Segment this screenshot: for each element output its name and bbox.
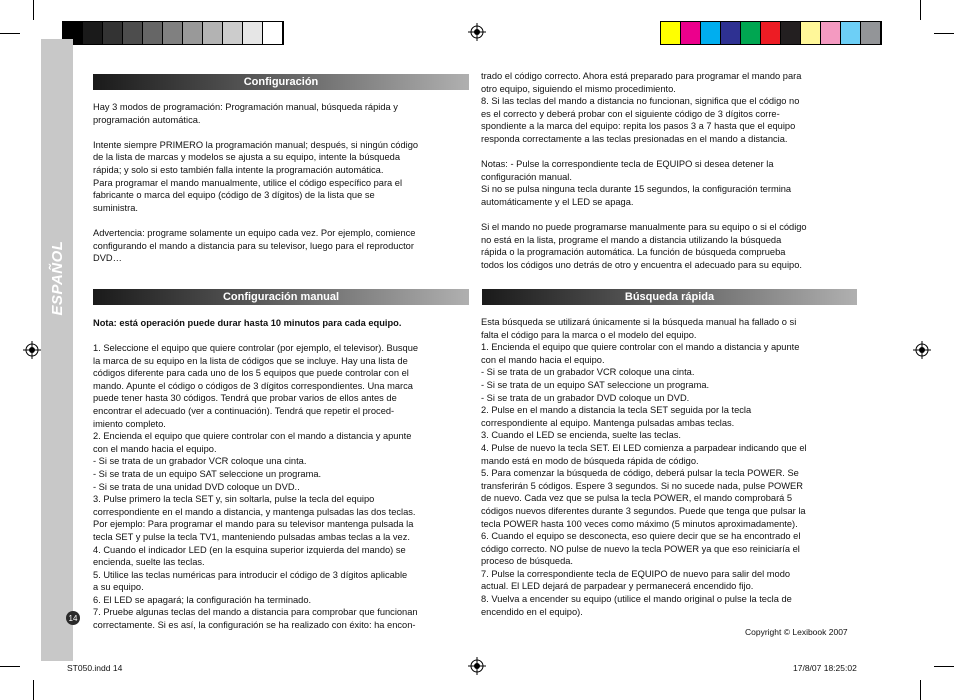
color-swatch: [701, 22, 721, 44]
text-line: con el mando hacia el equipo.: [93, 443, 217, 454]
paragraph-gap: [481, 146, 861, 159]
text-line: Intente siempre PRIMERO la programación manual; después, si ningún código: [93, 139, 419, 150]
text-line: 6. Cuando el equipo se desconecta, eso quiere decir que se ha encontrado el: [481, 531, 801, 542]
configuracion-continuation-body: [481, 70, 861, 272]
busqueda-rapida-body: [481, 316, 861, 618]
text-line: encontrar el adecuado (ver a continuación). Tendrá que repetir el proced-: [93, 405, 395, 416]
text-line: la marca de su equipo en la lista de códigos que se incluye. Hay una lista de: [93, 355, 408, 366]
manual-note: Nota: está operación puede durar hasta 10 minutos para cada equipo.: [93, 318, 402, 328]
text-line: 8. Vuelva a encender su equipo (utilice el mando original o pulse la tecla de: [481, 594, 792, 605]
footer-file-name: ST050.indd 14: [67, 663, 123, 673]
language-sidebar: [41, 39, 73, 661]
text-line: spondiente a la marca del equipo: repita los pasos 3 a 7 hasta que el equipo: [481, 121, 796, 132]
language-label: ESPAÑOL: [48, 240, 66, 316]
text-line: Por ejemplo: Para programar el mando para su televisor mantenga pulsada la: [93, 519, 414, 530]
text-line: - Si se trata de un grabador VCR coloque una cinta.: [93, 456, 307, 467]
text-line: todos los códigos uno detrás de otro y encuentra el adecuado para su equipo.: [481, 259, 802, 270]
text-line: a su equipo.: [93, 582, 144, 593]
text-line: 8. Si las teclas del mando a distancia no funcionan, significa que el código no: [481, 96, 800, 107]
text-line: actual. El LED dejará de parpadear y permanecerá encendido fijo.: [481, 581, 754, 592]
text-line: imiento completo.: [93, 418, 166, 429]
paragraph-gap: [93, 126, 473, 139]
text-line: encienda, suelte las teclas.: [93, 557, 205, 568]
page-number: 14: [66, 611, 80, 625]
text-line: responda correctamente a las teclas presionadas en el mando a distancia.: [481, 133, 788, 144]
text-line: 2. Pulse en el mando a distancia la tecla SET seguida por la tecla: [481, 405, 752, 416]
text-line: configuración manual.: [481, 171, 572, 182]
color-swatch: [721, 22, 741, 44]
text-line: de la lista de marcas y modelos se ajusta a su equipo, intente la búsqueda: [93, 152, 400, 163]
color-swatch: [203, 22, 223, 44]
text-line: otro equipo, siguiendo el mismo procedimiento.: [481, 83, 676, 94]
text-line: 5. Para comenzar la búsqueda de código, deberá pulsar la tecla POWER. Se: [481, 468, 799, 479]
paragraph-gap: [481, 209, 861, 222]
text-line: Hay 3 modos de programación: Programación manual, búsqueda rápida y: [93, 102, 398, 112]
text-line: automáticamente y el LED se apaga.: [481, 196, 634, 207]
color-swatch: [263, 22, 283, 44]
text-line: transferirán 5 códigos. Espere 3 segundos. Si no sucede nada, pulse POWER: [481, 480, 803, 491]
text-line: configurando el mando a distancia para su televisor, luego para el reproductor: [93, 240, 414, 251]
crop-mark: [0, 666, 20, 667]
crop-mark: [920, 680, 921, 700]
text-line: fabricante o marca del equipo (código de 3 dígitos) de la lista que se: [93, 190, 375, 201]
text-line: Notas: - Pulse la correspondiente tecla de EQUIPO si desea detener la: [481, 159, 774, 170]
color-swatch: [123, 22, 143, 44]
text-line: - Si se trata de un equipo SAT seleccione un programa.: [93, 468, 322, 479]
crop-mark: [934, 666, 954, 667]
text-line: mando. Apunte el código o códigos de 3 dígitos correspondientes. Una marca: [93, 380, 413, 391]
text-line: 1. Encienda el equipo que quiere controlar con el mando a distancia y apunte: [481, 342, 800, 353]
color-swatch: [861, 22, 881, 44]
text-line: puede tener hasta 30 códigos. Tendrá que probar varios de ellos antes de: [93, 393, 397, 404]
section-header-busqueda-rapida: [482, 289, 857, 305]
crop-mark: [920, 0, 921, 20]
text-line: códigos diferente para cada uno de los 5 equipos que puede controlar con el: [93, 368, 409, 379]
process-color-bar: [660, 21, 882, 45]
color-swatch: [681, 22, 701, 44]
text-line: correspondiente en el mando a distancia, y mantenga pulsadas las dos teclas.: [93, 506, 416, 517]
color-swatch: [163, 22, 183, 44]
text-line: 7. Pruebe algunas teclas del mando a distancia para comprobar que funcionan: [93, 607, 418, 618]
color-swatch: [821, 22, 841, 44]
configuracion-body: [93, 101, 473, 265]
color-swatch: [661, 22, 681, 44]
text-line: tecla POWER hasta 100 veces como máximo (5 minutos aproximadamente).: [481, 518, 798, 529]
color-swatch: [741, 22, 761, 44]
text-line: suministra.: [93, 202, 138, 213]
text-line: - Si se trata de una unidad DVD coloque un DVD..: [93, 481, 300, 492]
text-line: códigos nuevos diferentes durante 3 segundos. Puede que tenga que pulsar la: [481, 505, 806, 516]
text-line: Advertencia: programe solamente un equipo cada vez. Por ejemplo, comience: [93, 227, 416, 238]
text-line: 3. Pulse primero la tecla SET y, sin soltarla, pulse la tecla del equipo: [93, 494, 375, 505]
section-header-configuracion-manual: [93, 289, 469, 305]
text-line: programación automática.: [93, 114, 201, 125]
text-line: rápida; y solo si esto también falla intente la programación automática.: [93, 164, 384, 175]
text-line: - Si se trata de un grabador VCR coloque una cinta.: [481, 367, 695, 378]
color-swatch: [183, 22, 203, 44]
paragraph-gap: [93, 214, 473, 227]
grayscale-color-bar: [62, 21, 284, 45]
text-line: 2. Encienda el equipo que quiere controlar con el mando a distancia y apunte: [93, 431, 412, 442]
color-swatch: [143, 22, 163, 44]
text-line: encendido en el equipo).: [481, 606, 583, 617]
text-line: Si el mando no puede programarse manualmente para su equipo o si el código: [481, 222, 807, 233]
color-swatch: [841, 22, 861, 44]
color-swatch: [761, 22, 781, 44]
text-line: con el mando hacia el equipo.: [481, 354, 605, 365]
text-line: Si no se pulsa ninguna tecla durante 15 segundos, la configuración termina: [481, 184, 792, 195]
text-line: - Si se trata de un grabador DVD coloque un DVD.: [481, 392, 690, 403]
color-swatch: [83, 22, 103, 44]
text-line: DVD…: [93, 253, 122, 264]
color-swatch: [781, 22, 801, 44]
crop-mark: [0, 33, 20, 34]
registration-mark-icon: [468, 657, 486, 675]
copyright-text: Copyright © Lexibook 2007: [745, 627, 848, 637]
text-line: - Si se trata de un equipo SAT seleccione un programa.: [481, 379, 710, 390]
text-line: 5. Utilice las teclas numéricas para introducir el código de 3 dígitos aplicable: [93, 569, 408, 580]
text-line: 4. Cuando el indicador LED (en la esquina superior izquierda del mando) se: [93, 544, 406, 555]
text-line: 7. Pulse la correspondiente tecla de EQUIPO de nuevo para salir del modo: [481, 568, 791, 579]
text-line: 4. Pulse de nuevo la tecla SET. El LED comienza a parpadear indicando que el: [481, 442, 807, 453]
section-header-configuracion: [93, 74, 469, 90]
text-line: rápida o la programación automática. La función de búsqueda comprueba: [481, 247, 786, 258]
text-line: trado el código correcto. Ahora está preparado para programar el mando para: [481, 71, 802, 81]
color-swatch: [223, 22, 243, 44]
section-title: Búsqueda rápida: [624, 291, 715, 303]
text-line: mando está en modo de búsqueda rápida de código.: [481, 455, 699, 466]
text-line: correctamente. Si es así, la configuración se ha realizado con éxito: ha encon-: [93, 620, 416, 631]
text-line: 6. El LED se apagará; la configuración ha terminado.: [93, 594, 312, 605]
crop-mark: [33, 680, 34, 700]
text-line: código correcto. NO pulse de nuevo la tecla POWER ya que eso reiniciaría el: [481, 543, 800, 554]
text-line: Esta búsqueda se utilizará únicamente si la búsqueda manual ha fallado o si: [481, 317, 797, 327]
footer-datetime: 17/8/07 18:25:02: [793, 663, 857, 673]
text-line: tecla SET y pulse la tecla TV1, manteniendo pulsadas ambas teclas a la vez.: [93, 531, 410, 542]
configuracion-manual-body: [93, 342, 473, 632]
crop-mark: [33, 0, 34, 20]
section-title: Configuración: [243, 76, 319, 88]
text-line: proceso de búsqueda.: [481, 556, 574, 567]
registration-mark-icon: [468, 23, 486, 41]
color-swatch: [801, 22, 821, 44]
registration-mark-icon: [913, 341, 931, 359]
registration-mark-icon: [23, 341, 41, 359]
text-line: falta el código para la marca o el modelo del equipo.: [481, 329, 697, 340]
color-swatch: [103, 22, 123, 44]
text-line: 3. Cuando el LED se encienda, suelte las teclas.: [481, 430, 682, 441]
text-line: no está en la lista, programe el mando a distancia utilizando la búsqueda: [481, 234, 782, 245]
text-line: es el correcto y deberá probar con el siguiente código de 3 dígitos corre-: [481, 108, 780, 119]
section-title: Configuración manual: [222, 291, 340, 303]
text-line: de nuevo. Cada vez que se pulsa la tecla POWER, el mando comprobará 5: [481, 493, 793, 504]
text-line: Para programar el mando manualmente, utilice el código específico para el: [93, 177, 403, 188]
color-swatch: [243, 22, 263, 44]
text-line: correspondiente al equipo. Mantenga pulsadas ambas teclas.: [481, 417, 735, 428]
text-line: 1. Seleccione el equipo que quiere controlar (por ejemplo, el televisor). Busque: [93, 343, 419, 353]
crop-mark: [934, 33, 954, 34]
